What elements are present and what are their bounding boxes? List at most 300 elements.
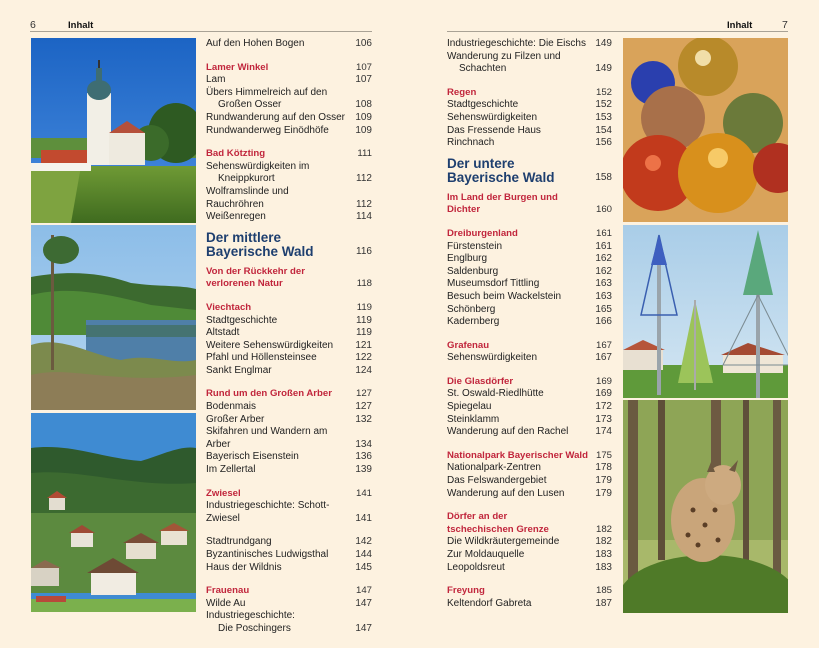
page-number-right: 7 — [782, 19, 788, 31]
toc-page-number: 107 — [355, 61, 372, 73]
toc-entry[interactable] — [206, 125, 372, 138]
toc-title-line: Dörfer an der — [447, 511, 508, 523]
toc-title — [206, 38, 304, 51]
toc-title — [447, 87, 476, 100]
toc-title — [206, 327, 239, 340]
toc-page-number: 152 — [595, 99, 612, 111]
toc-title-line: Weitere Sehenswürdigkeiten — [206, 339, 334, 351]
toc-title-line: Steinklamm — [447, 413, 500, 425]
toc-title — [447, 51, 561, 76]
toc-page-number: 187 — [595, 597, 612, 609]
toc-section-heading[interactable] — [447, 376, 612, 389]
toc-section-heading[interactable] — [206, 585, 372, 598]
toc-entry[interactable] — [447, 475, 612, 488]
toc-title-line: Übers Himmelreich auf den — [206, 86, 328, 98]
toc-page-number: 162 — [595, 253, 612, 265]
toc-entry[interactable] — [447, 278, 612, 291]
toc-title — [447, 112, 537, 125]
toc-section-heading[interactable] — [206, 62, 372, 75]
toc-title-line: Besuch beim Wackelstein — [447, 290, 562, 302]
toc-page-number: 141 — [355, 487, 372, 499]
toc-title-line: Sehenswürdigkeiten — [447, 352, 538, 364]
toc-right-column — [447, 38, 612, 610]
toc-spacer — [447, 574, 612, 585]
toc-entry[interactable] — [206, 38, 372, 51]
lynx-photo — [623, 400, 788, 613]
toc-entry[interactable] — [447, 99, 612, 112]
toc-title — [447, 401, 491, 414]
toc-title-line: Wolframslinde und Rauchröhren — [206, 185, 289, 210]
toc-title-line: Leopoldsreut — [447, 561, 505, 573]
toc-page-number: 152 — [595, 86, 612, 98]
toc-title — [447, 388, 544, 401]
toc-title — [206, 451, 299, 464]
header-rule-right — [447, 31, 788, 32]
toc-page-number: 185 — [595, 585, 612, 597]
toc-page-number: 169 — [595, 388, 612, 400]
toc-title-continuation: Die Poschingers — [218, 622, 291, 634]
toc-entry[interactable] — [206, 211, 372, 224]
toc-title-line: Bayerische Wald — [447, 169, 555, 185]
toc-title — [206, 231, 314, 259]
toc-page-number: 156 — [595, 137, 612, 149]
toc-page-number: 142 — [355, 536, 372, 548]
toc-spacer — [206, 525, 372, 536]
toc-title-line: Lamer Winkel — [206, 61, 269, 73]
toc-page-number: 162 — [595, 265, 612, 277]
toc-spacer — [206, 51, 372, 62]
toc-section-heading[interactable] — [206, 388, 372, 401]
toc-spacer — [447, 439, 612, 450]
toc-title-line: St. Oswald-Riedlhütte — [447, 388, 544, 400]
toc-page-number: 147 — [355, 622, 372, 634]
toc-page-number: 147 — [355, 597, 372, 609]
toc-page-number: 172 — [595, 401, 612, 413]
toc-title-line: Sehenswürdigkeiten im — [206, 160, 310, 172]
toc-title-line: Schönberg — [447, 303, 496, 315]
toc-entry[interactable] — [206, 549, 372, 562]
toc-title-line: Nationalpark-Zentren — [447, 462, 541, 474]
toc-page-number: 141 — [355, 512, 372, 524]
toc-title — [447, 414, 499, 427]
toc-title — [447, 38, 586, 51]
toc-entry[interactable] — [447, 462, 612, 475]
toc-title-line: Freyung — [447, 585, 485, 597]
toc-entry[interactable] — [447, 401, 612, 414]
toc-section-heading[interactable] — [447, 87, 612, 100]
toc-page-number: 127 — [355, 401, 372, 413]
toc-section-heading[interactable] — [447, 192, 612, 217]
toc-entry[interactable] — [447, 304, 612, 317]
toc-title-line: Bodenmais — [206, 401, 257, 413]
toc-page-number: 174 — [595, 426, 612, 438]
toc-title — [206, 365, 272, 378]
page-header-label-left: Inhalt — [68, 20, 94, 31]
toc-title — [447, 450, 588, 463]
toc-title — [206, 352, 317, 365]
village-valley-photo — [31, 413, 196, 612]
toc-page-number: 139 — [355, 464, 372, 476]
toc-spacer — [206, 377, 372, 388]
toc-section-heading[interactable] — [447, 228, 612, 241]
toc-title-line: Rundwanderweg Einödhöfe — [206, 124, 329, 136]
toc-section-heading[interactable] — [447, 511, 612, 536]
toc-title — [206, 315, 277, 328]
toc-spacer — [447, 365, 612, 376]
toc-entry[interactable] — [206, 414, 372, 427]
toc-title-line: Byzantinisches Ludwigsthal — [206, 549, 329, 560]
toc-part-heading[interactable] — [447, 157, 612, 185]
church-tower-photo — [31, 38, 196, 223]
toc-spacer — [206, 291, 372, 302]
toc-section-heading[interactable] — [206, 148, 372, 161]
toc-page-number: 127 — [355, 388, 372, 400]
toc-title — [447, 585, 485, 598]
toc-entry[interactable] — [447, 112, 612, 125]
toc-page-number: 175 — [595, 449, 612, 461]
toc-page-number: 119 — [356, 301, 372, 313]
toc-entry[interactable] — [206, 401, 372, 414]
toc-title-line: Rundwanderung auf den Osser — [206, 111, 345, 123]
toc-page-number: 166 — [595, 316, 612, 328]
toc-entry[interactable] — [447, 38, 612, 51]
toc-title-line: Kadernberg — [447, 316, 500, 328]
toc-section-heading[interactable] — [447, 340, 612, 353]
toc-title-line: Die Wildkräutergemeinde — [447, 536, 560, 548]
toc-entry[interactable] — [206, 562, 372, 575]
toc-title — [206, 500, 348, 525]
toc-title-line: Großer Arber — [206, 413, 265, 425]
toc-title — [206, 488, 241, 501]
toc-title — [447, 462, 541, 475]
toc-entry[interactable] — [206, 426, 372, 451]
toc-title — [447, 475, 547, 488]
toc-title-line: Spiegelau — [447, 401, 492, 413]
toc-page-number: 112 — [356, 173, 372, 185]
toc-entry[interactable] — [447, 549, 612, 562]
toc-title — [447, 291, 561, 304]
toc-page-number: 121 — [355, 339, 372, 351]
toc-title — [206, 266, 305, 291]
toc-title-line: Grafenau — [447, 339, 490, 351]
toc-page-number: 119 — [356, 314, 372, 326]
toc-entry[interactable] — [447, 414, 612, 427]
toc-page-number: 179 — [595, 487, 612, 499]
toc-spacer — [206, 574, 372, 585]
toc-page-number: 163 — [595, 278, 612, 290]
toc-title — [447, 125, 541, 138]
toc-title — [447, 376, 513, 389]
header-rule-left — [30, 31, 372, 32]
toc-page-number: 119 — [356, 327, 372, 339]
toc-title — [206, 562, 282, 575]
toc-title-line: Viechtach — [206, 301, 252, 313]
toc-page-number: 165 — [595, 303, 612, 315]
toc-title — [447, 228, 518, 241]
toc-title-line: Stadtgeschichte — [206, 314, 278, 326]
toc-entry[interactable] — [206, 536, 372, 549]
toc-entry[interactable] — [447, 137, 612, 150]
toc-title-line: Stadtgeschichte — [447, 99, 519, 111]
toc-title — [206, 464, 255, 477]
toc-entry[interactable] — [206, 315, 372, 328]
toc-page-number: 154 — [595, 124, 612, 136]
toc-title-line: Rund um den Großen Arber — [206, 388, 332, 400]
toc-page-number: 111 — [357, 148, 372, 160]
toc-title — [447, 266, 498, 279]
toc-title — [447, 253, 487, 266]
toc-entry[interactable] — [447, 291, 612, 304]
toc-title — [206, 62, 268, 75]
toc-spacer — [206, 259, 372, 266]
toc-page-number: 109 — [355, 124, 372, 136]
toc-title — [447, 157, 555, 185]
toc-title — [447, 304, 495, 317]
toc-page-number: 149 — [595, 63, 612, 75]
toc-page-number: 179 — [595, 475, 612, 487]
toc-entry[interactable] — [206, 464, 372, 477]
toc-title-line: Haus der Wildnis — [206, 561, 282, 573]
toc-entry[interactable] — [206, 451, 372, 464]
toc-title-line: Industriegeschichte: Die Eischs — [447, 38, 586, 49]
toc-title-line: Zur Moldauquelle — [447, 549, 525, 560]
toc-title-line: Englburg — [447, 253, 488, 265]
toc-title-line: Keltendorf Gabreta — [447, 597, 532, 609]
toc-page-number: 153 — [595, 111, 612, 123]
toc-spacer — [447, 329, 612, 340]
toc-page-number: 173 — [595, 413, 612, 425]
page-header-label-right: Inhalt — [727, 20, 753, 31]
toc-title — [447, 426, 568, 439]
toc-left-column — [206, 38, 372, 636]
toc-entry[interactable] — [447, 562, 612, 575]
toc-title-line: Wanderung auf den Lusen — [447, 487, 565, 499]
toc-title — [206, 426, 348, 451]
toc-page-number: 106 — [355, 38, 372, 49]
toc-page-number: 169 — [595, 375, 612, 387]
toc-title-line: Frauenau — [206, 585, 250, 597]
toc-entry[interactable] — [206, 87, 372, 112]
toc-entry[interactable] — [447, 316, 612, 329]
toc-title-line: Wanderung auf den Rachel — [447, 426, 569, 438]
toc-spacer — [447, 76, 612, 87]
toc-title-line: Der mittlere — [206, 229, 282, 245]
toc-title-line: Dreiburgenland — [447, 227, 518, 239]
toc-title-line: Stadtrundgang — [206, 536, 272, 548]
toc-page-number: 122 — [355, 352, 372, 364]
toc-page-number: 107 — [355, 74, 372, 86]
toc-title — [206, 74, 225, 87]
toc-title — [447, 340, 489, 353]
toc-title-line: Zwiesel — [206, 487, 241, 499]
toc-title — [447, 278, 539, 291]
toc-page-number: 112 — [356, 198, 372, 210]
toc-title — [447, 352, 537, 365]
toc-section-heading[interactable] — [447, 585, 612, 598]
toc-page-number: 182 — [595, 536, 612, 548]
toc-title-line: Von der Rückkehr der — [206, 265, 305, 277]
toc-entry[interactable] — [447, 426, 612, 439]
toc-part-heading[interactable] — [206, 231, 372, 259]
toc-title-continuation: Kneippkurort — [218, 173, 275, 185]
toc-title — [206, 598, 245, 611]
toc-title — [447, 99, 518, 112]
toc-entry[interactable] — [447, 488, 612, 501]
toc-title-line: Bayerisch Eisenstein — [206, 451, 299, 463]
toc-page-number: 183 — [595, 561, 612, 573]
toc-title — [447, 511, 549, 536]
toc-page-number: 136 — [355, 451, 372, 463]
toc-title-line: Industriegeschichte: Schott-Zwiesel — [206, 500, 330, 524]
toc-title — [447, 192, 588, 217]
toc-title-line: Nationalpark Bayerischer Wald — [447, 449, 588, 461]
toc-page-number: 178 — [595, 462, 612, 474]
toc-page-number: 118 — [356, 278, 372, 290]
toc-title-line: Altstadt — [206, 327, 240, 339]
toc-title-line: Regen — [447, 86, 477, 98]
toc-title — [447, 598, 532, 611]
toc-title — [206, 112, 345, 125]
toc-page-number: 149 — [595, 38, 612, 49]
toc-entry[interactable] — [447, 388, 612, 401]
toc-title-line: Die Glasdörfer — [447, 375, 514, 387]
toc-spacer — [447, 217, 612, 228]
toc-title — [447, 137, 494, 150]
toc-title — [206, 161, 309, 186]
toc-spacer — [206, 137, 372, 148]
page-number-left: 6 — [30, 19, 36, 31]
toc-spacer — [447, 185, 612, 192]
toc-entry[interactable] — [206, 610, 372, 635]
toc-title-line: Rinchnach — [447, 137, 495, 149]
toc-entry[interactable] — [206, 74, 372, 87]
toc-entry[interactable] — [206, 327, 372, 340]
toc-entry[interactable] — [447, 352, 612, 365]
toc-spacer — [206, 477, 372, 488]
toc-title-line: Fürstenstein — [447, 240, 503, 252]
toc-entry[interactable] — [206, 340, 372, 353]
toc-title-line: Sehenswürdigkeiten — [447, 111, 538, 123]
toc-page-number: 114 — [356, 211, 372, 223]
glass-trees-photo — [623, 225, 788, 398]
toc-spacer — [447, 500, 612, 511]
toc-title — [447, 536, 559, 549]
toc-page-number: 134 — [355, 438, 372, 450]
toc-page-number: 167 — [595, 339, 612, 351]
toc-title-line: verlorenen Natur — [206, 278, 283, 290]
toc-title — [206, 401, 256, 414]
toc-section-heading[interactable] — [206, 488, 372, 501]
toc-title-line: Museumsdorf Tittling — [447, 278, 540, 290]
toc-title — [206, 302, 251, 315]
toc-title-line: Saldenburg — [447, 265, 499, 277]
toc-title-line: Skifahren und Wandern am Arber — [206, 426, 328, 450]
toc-title — [206, 610, 295, 635]
toc-section-heading[interactable] — [206, 302, 372, 315]
toc-entry[interactable] — [206, 500, 372, 525]
toc-page-number: 144 — [355, 549, 372, 560]
toc-page-number: 183 — [595, 549, 612, 560]
toc-page-number: 132 — [355, 413, 372, 425]
toc-entry[interactable] — [447, 51, 612, 76]
toc-title — [447, 488, 565, 501]
toc-title-line: Lam — [206, 74, 226, 86]
toc-page-number: 145 — [355, 561, 372, 573]
toc-title-line: Auf den Hohen Bogen — [206, 38, 305, 49]
toc-title-continuation: Großen Osser — [218, 99, 282, 111]
toc-title-line: Weißenregen — [206, 211, 266, 223]
toc-section-heading[interactable] — [447, 450, 612, 463]
toc-page-number: 182 — [595, 523, 612, 535]
toc-title — [206, 87, 327, 112]
toc-title-line: Das Fressende Haus — [447, 124, 541, 136]
toc-entry[interactable] — [447, 253, 612, 266]
toc-entry[interactable] — [447, 241, 612, 254]
toc-title — [206, 340, 333, 353]
toc-page-number: 158 — [595, 171, 612, 183]
toc-page-number: 161 — [595, 227, 612, 239]
toc-title-line: Im Land der Burgen und Dichter — [447, 191, 558, 216]
toc-title — [206, 549, 328, 562]
toc-title-line: Pfahl und Höllensteinsee — [206, 352, 317, 364]
toc-title-line: Wilde Au — [206, 597, 246, 609]
toc-title-line: Wanderung zu Filzen und — [447, 50, 561, 62]
toc-page-number: 161 — [595, 240, 612, 252]
toc-title — [206, 414, 264, 427]
toc-title — [206, 186, 348, 211]
glass-ornaments-photo — [623, 38, 788, 222]
toc-entry[interactable] — [206, 161, 372, 186]
toc-title-line: Bayerische Wald — [206, 243, 314, 259]
toc-title-line: tschechischen Grenze — [447, 523, 549, 535]
toc-page-number: 147 — [355, 585, 372, 597]
toc-title — [447, 241, 502, 254]
toc-page-number: 116 — [356, 245, 372, 257]
toc-entry[interactable] — [447, 598, 612, 611]
toc-title-line: Industriegeschichte: — [206, 610, 295, 622]
toc-entry[interactable] — [206, 365, 372, 378]
lake-forest-photo — [31, 225, 196, 410]
toc-entry[interactable] — [206, 112, 372, 125]
toc-entry[interactable] — [447, 266, 612, 279]
toc-entry[interactable] — [206, 352, 372, 365]
toc-title — [206, 211, 266, 224]
toc-entry[interactable] — [447, 536, 612, 549]
toc-page-number: 109 — [355, 111, 372, 123]
toc-title — [206, 125, 329, 138]
toc-entry[interactable] — [206, 598, 372, 611]
toc-title — [206, 148, 265, 161]
toc-title-continuation: Schachten — [459, 63, 507, 75]
toc-page-number: 160 — [595, 204, 612, 216]
toc-entry[interactable] — [447, 125, 612, 138]
toc-title — [447, 316, 499, 329]
toc-section-heading[interactable] — [206, 266, 372, 291]
toc-title — [206, 585, 249, 598]
toc-title-line: Der untere — [447, 155, 515, 171]
toc-title — [447, 549, 524, 562]
toc-title — [206, 388, 332, 401]
toc-page-number: 163 — [595, 290, 612, 302]
toc-page-number: 108 — [355, 99, 372, 111]
toc-page-number: 124 — [355, 364, 372, 376]
toc-entry[interactable] — [206, 186, 372, 211]
toc-title-line: Sankt Englmar — [206, 364, 272, 376]
toc-title-line: Im Zellertal — [206, 464, 256, 476]
toc-title-line: Bad Kötzting — [206, 148, 266, 160]
toc-page-number: 167 — [595, 352, 612, 364]
toc-title — [447, 562, 505, 575]
